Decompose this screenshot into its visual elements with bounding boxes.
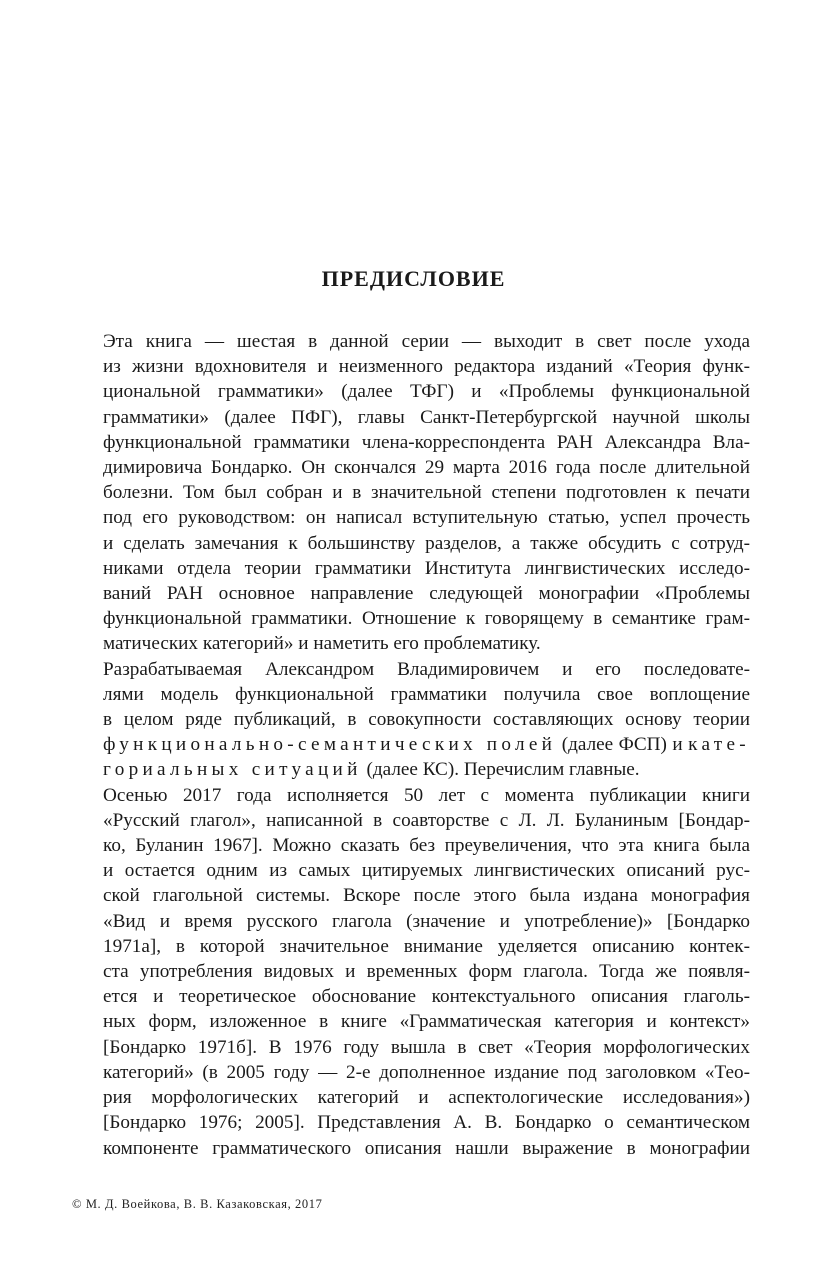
text-line: «Вид и время русского глагола (значение и употребление)» [Бондарко <box>103 910 750 932</box>
text-line: матических категорий» и наметить его проблематику. <box>103 633 541 655</box>
text-fragment: (далее ФСП) и <box>556 734 689 756</box>
text-line <box>72 757 750 782</box>
text-line: ста употребления видовых и временных форм глагола. Тогда же появля- <box>103 961 750 983</box>
page-title: ПРЕДИСЛОВИЕ <box>321 266 506 291</box>
text-line: категорий» (в 2005 году — 2-е дополненное издание под заголовком «Тео- <box>103 1061 750 1083</box>
paragraph-2 <box>72 657 750 783</box>
text-line: рия морфологических категорий и аспектологические исследования») <box>103 1087 750 1109</box>
text-line: болезни. Том был собран и в значительной степени подготовлен к печати <box>103 482 750 504</box>
text-line: и сделать замечания к большинству разделов, а также обсудить с сотруд- <box>103 532 750 554</box>
text-line: димировича Бондарко. Он скончался 29 марта 2016 года после длительной <box>103 457 750 479</box>
text-line: «Русский глагол», написанной в соавторстве с Л. Л. Буланиным [Бондар- <box>103 809 750 831</box>
text-line: циональной грамматики» (далее ТФГ) и «Проблемы функциональной <box>103 381 750 403</box>
text-line: ваний РАН основное направление следующей монографии «Проблемы <box>103 583 750 605</box>
text-line: ных форм, изложенное в книге «Грамматическая категория и контекст» <box>103 1011 750 1033</box>
text-line: ской глагольной системы. Вскоре после этого была издана монография <box>103 885 750 907</box>
text-line: 1971а], в которой значительное внимание уделяется описанию контек- <box>103 935 750 957</box>
text-line: Разрабатываемая Александром Владимировичем и его последовате- <box>103 658 750 680</box>
paragraph-1 <box>72 329 750 657</box>
text-line: из жизни вдохновителя и неизменного редактора изданий «Теория функ- <box>103 356 750 378</box>
text-line: в целом ряде публикаций, в совокупности составляющих основу теории <box>103 709 750 731</box>
text-line: функциональной грамматики. Отношение к говорящему в семантике грам- <box>103 608 750 630</box>
text-line: под его руководством: он написал вступительную статью, успел прочесть <box>103 507 750 529</box>
text-line: Осенью 2017 года исполняется 50 лет с момента публикации книги <box>103 784 750 806</box>
text-line: ется и теоретическое обоснование контекстуального описания глаголь- <box>103 986 750 1008</box>
text-line <box>72 732 750 757</box>
text-line: лями модель функциональной грамматики получила свое воплощение <box>103 683 750 705</box>
text-line: и остается одним из самых цитируемых лингвистических описаний рус- <box>103 860 750 882</box>
text-line: [Бондарко 1976; 2005]. Представления А. В. Бондарко о семантическом <box>103 1112 750 1134</box>
text-fragment: (далее КС). Перечислим главные. <box>361 759 640 781</box>
text-line: функциональной грамматики члена-корреспондента РАН Александра Вла- <box>103 431 750 453</box>
paragraph-3 <box>72 783 750 1161</box>
text-line: грамматики» (далее ПФГ), главы Санкт-Петербургской научной школы <box>103 406 750 428</box>
spaced-term: гориальных ситуаций <box>103 759 362 781</box>
copyright-footer: © М. Д. Воейкова, В. В. Казаковская, 2017 <box>72 1197 323 1211</box>
text-line: Эта книга — шестая в данной серии — выходит в свет после ухода <box>103 331 750 352</box>
text-line: никами отдела теории грамматики Института лингвистических исследо- <box>103 557 750 579</box>
spaced-term: функционально-семантических полей <box>103 734 557 756</box>
preface-body <box>72 329 750 1161</box>
spaced-term: кате- <box>688 734 750 756</box>
text-line: [Бондарко 1971б]. В 1976 году вышла в свет «Теория морфологических <box>103 1036 750 1058</box>
text-line: ко, Буланин 1967]. Можно сказать без преувеличения, что эта книга была <box>103 835 750 857</box>
text-line: компоненте грамматического описания нашли выражение в монографии <box>103 1137 750 1159</box>
